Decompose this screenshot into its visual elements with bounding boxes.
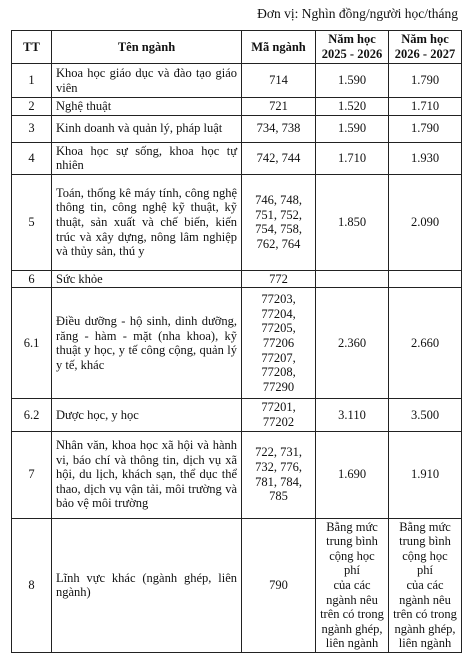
row-code-line: 721 bbox=[269, 99, 288, 113]
row-code-line: 722, 731, bbox=[255, 445, 302, 460]
row-code-line: 77207, bbox=[261, 350, 296, 365]
header-major-name: Tên ngành bbox=[52, 31, 242, 64]
row-major-code bbox=[242, 399, 316, 431]
row-fee-2026: 1.790 bbox=[389, 64, 462, 98]
table-row bbox=[12, 518, 462, 652]
row-tt: 6 bbox=[12, 270, 52, 288]
row-tt: 4 bbox=[12, 142, 52, 174]
note-line: trên có trong bbox=[393, 607, 457, 622]
note-line: ngành ghép, bbox=[321, 621, 383, 636]
row-note-2025 bbox=[316, 518, 389, 652]
row-tt: 1 bbox=[12, 64, 52, 98]
row-code-line: 762, 764 bbox=[256, 236, 301, 251]
row-fee-2026: 1.710 bbox=[389, 98, 462, 116]
row-code-line: 77201, bbox=[261, 400, 296, 415]
note-line: của các bbox=[333, 577, 371, 592]
row-code-line: 785 bbox=[269, 489, 288, 504]
row-major-code bbox=[242, 115, 316, 142]
row-fee-2026: 3.500 bbox=[389, 399, 462, 431]
note-line: trung bình bbox=[399, 534, 451, 549]
row-major-code bbox=[242, 431, 316, 518]
row-tt: 7 bbox=[12, 431, 52, 518]
row-major-name: Lĩnh vực khác (ngành ghép, liên ngành) bbox=[52, 518, 242, 652]
row-major-name: Toán, thống kê máy tính, công nghệ thông tin, công nghệ kỹ thuật, kỹ thuật, sản xuất và chế biến, kiến trúc và xây dựng, nông lâm nghiệp và thủy sản, thú y bbox=[52, 174, 242, 270]
row-fee-2026: 1.790 bbox=[389, 115, 462, 142]
note-line: trên có trong bbox=[320, 607, 384, 622]
header-tt: TT bbox=[12, 31, 52, 64]
table-row bbox=[12, 288, 462, 399]
row-fee-2025: 1.710 bbox=[316, 142, 389, 174]
row-code-line: 790 bbox=[269, 577, 288, 592]
row-fee-2025: 1.590 bbox=[316, 64, 389, 98]
note-line: ngành ghép, bbox=[394, 621, 456, 636]
row-tt: 5 bbox=[12, 174, 52, 270]
row-major-code bbox=[242, 288, 316, 399]
row-code-line: 734, 738 bbox=[256, 121, 301, 136]
row-code-line: 77208, bbox=[261, 365, 296, 380]
note-line: cộng học phí bbox=[329, 548, 375, 578]
table-header-row bbox=[12, 31, 462, 64]
header-year-2026 bbox=[389, 31, 462, 64]
row-fee-2025: 1.850 bbox=[316, 174, 389, 270]
row-major-code bbox=[242, 64, 316, 98]
header-year-2026-line1: Năm học bbox=[401, 32, 449, 47]
row-fee-2025: 2.360 bbox=[316, 288, 389, 399]
row-fee-2025: 1.590 bbox=[316, 115, 389, 142]
row-major-name: Nhân văn, khoa học xã hội và hành vi, báo chí và thông tin, dịch vụ xã hội, du lịch, khách sạn, thể dục thể thao, dịch vụ vận tải, môi trường và bảo vệ môi trường bbox=[52, 431, 242, 518]
row-note-2026 bbox=[389, 518, 462, 652]
row-major-name: Nghệ thuật bbox=[52, 98, 242, 116]
row-code-line: 746, 748, bbox=[255, 193, 302, 208]
note-line: của các bbox=[406, 577, 444, 592]
note-line: trung bình bbox=[326, 534, 378, 549]
row-fee-2026 bbox=[389, 270, 462, 288]
note-line: liên ngành bbox=[398, 636, 452, 651]
note-line: cộng học phí bbox=[402, 548, 448, 578]
row-fee-2026: 1.930 bbox=[389, 142, 462, 174]
row-code-line: 714 bbox=[269, 73, 288, 88]
row-fee-2025 bbox=[316, 270, 389, 288]
table-row bbox=[12, 98, 462, 116]
row-tt: 6.2 bbox=[12, 399, 52, 431]
row-major-code bbox=[242, 142, 316, 174]
header-year-2025-line1: Năm học bbox=[328, 32, 376, 47]
row-tt: 6.1 bbox=[12, 288, 52, 399]
row-fee-2025: 1.520 bbox=[316, 98, 389, 116]
tuition-table bbox=[11, 30, 462, 653]
table-row bbox=[12, 64, 462, 98]
row-major-name: Dược học, y học bbox=[52, 399, 242, 431]
note-line: Bằng mức bbox=[399, 519, 451, 534]
note-line: ngành nêu bbox=[399, 592, 451, 607]
row-tt: 3 bbox=[12, 115, 52, 142]
row-fee-2025: 1.690 bbox=[316, 431, 389, 518]
row-code-line: 77204, bbox=[261, 306, 296, 321]
row-code-line: 732, 776, bbox=[255, 459, 302, 474]
row-fee-2026: 2.660 bbox=[389, 288, 462, 399]
row-code-line: 77205, bbox=[261, 321, 296, 336]
header-year-2026-line2: 2026 - 2027 bbox=[394, 47, 456, 61]
row-code-line: 77290 bbox=[262, 379, 295, 394]
row-code-line: 77203, bbox=[261, 292, 296, 307]
row-tt: 8 bbox=[12, 518, 52, 652]
header-major-code: Mã ngành bbox=[242, 31, 316, 64]
row-code-line: 77202 bbox=[262, 414, 295, 429]
row-fee-2026: 1.910 bbox=[389, 431, 462, 518]
row-code-line: 781, 784, bbox=[255, 474, 302, 489]
table-row bbox=[12, 399, 462, 431]
row-major-name: Sức khỏe bbox=[52, 270, 242, 288]
row-major-code bbox=[242, 518, 316, 652]
row-major-code bbox=[242, 174, 316, 270]
table-row bbox=[12, 174, 462, 270]
table-row bbox=[12, 142, 462, 174]
table-row bbox=[12, 270, 462, 288]
table-row bbox=[12, 431, 462, 518]
row-code-line: 77206 bbox=[262, 336, 295, 351]
note-line: ngành nêu bbox=[326, 592, 378, 607]
row-code-line: 772 bbox=[269, 271, 288, 286]
row-major-name: Khoa học sự sống, khoa học tự nhiên bbox=[52, 142, 242, 174]
row-major-code bbox=[242, 270, 316, 288]
header-year-2025-line2: 2025 - 2026 bbox=[321, 47, 383, 61]
row-tt: 2 bbox=[12, 98, 52, 116]
row-code-line: 751, 752, bbox=[255, 207, 302, 222]
header-year-2025 bbox=[316, 31, 389, 64]
note-line: liên ngành bbox=[325, 636, 379, 651]
note-line: Bằng mức bbox=[326, 519, 378, 534]
unit-label: Đơn vị: Nghìn đồng/người học/tháng bbox=[257, 6, 458, 21]
row-fee-2025: 3.110 bbox=[316, 399, 389, 431]
row-major-name: Kinh doanh và quản lý, pháp luật bbox=[52, 115, 242, 142]
row-major-code bbox=[242, 98, 316, 116]
table-row bbox=[12, 115, 462, 142]
row-code-line: 742, 744 bbox=[256, 150, 301, 165]
row-fee-2026: 2.090 bbox=[389, 174, 462, 270]
row-major-name: Khoa học giáo dục và đào tạo giáo viên bbox=[52, 64, 242, 98]
row-major-name: Điều dưỡng - hộ sinh, dinh dưỡng, răng - hàm - mặt (nha khoa), kỹ thuật y học, y tế công cộng, quản lý y tế, khác bbox=[52, 288, 242, 399]
row-code-line: 754, 758, bbox=[255, 222, 302, 237]
